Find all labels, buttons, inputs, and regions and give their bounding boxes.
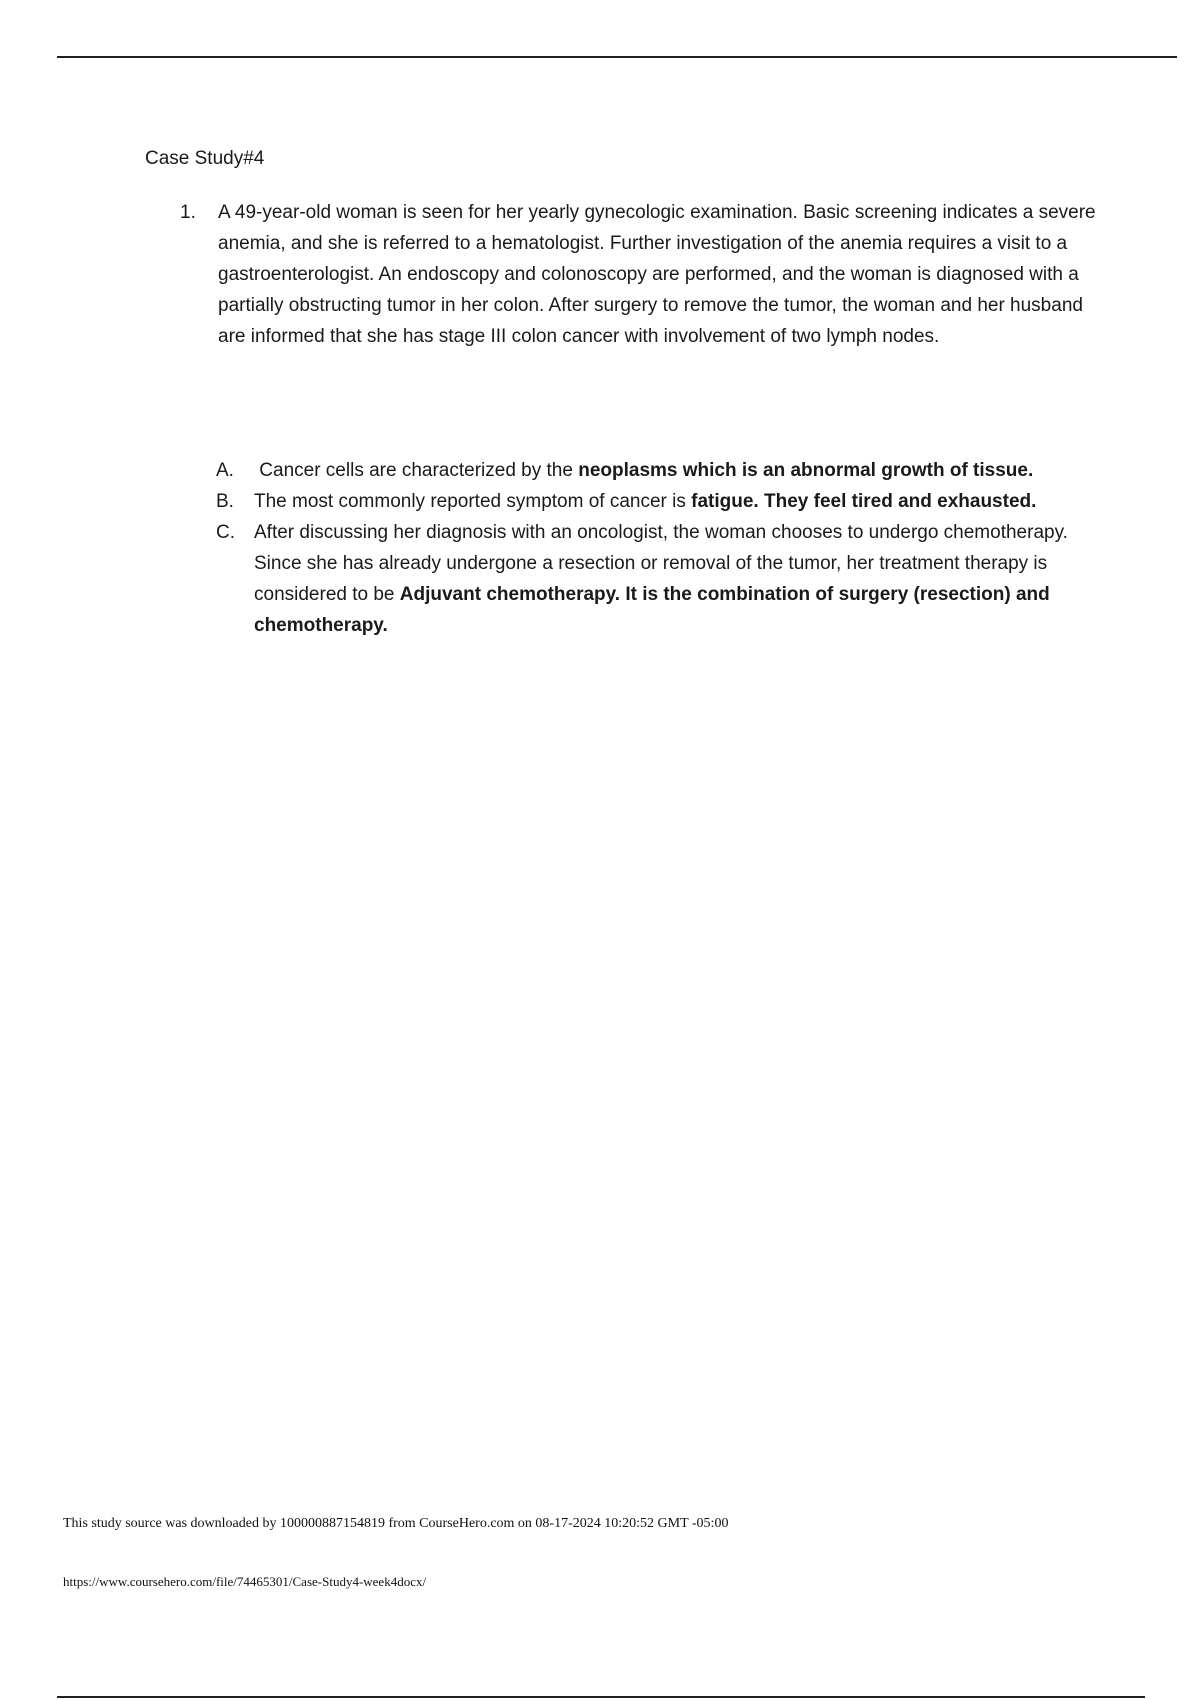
- footer-source-note: This study source was downloaded by 100000887154819 from CourseHero.com on 08-17-2024 10:20:52 GMT -05:00: [63, 1516, 729, 1531]
- answer-letter: A.: [216, 460, 234, 481]
- answer-letter: B.: [216, 491, 234, 512]
- footer-url[interactable]: https://www.coursehero.com/file/74465301/Case-Study4-week4docx/: [63, 1574, 427, 1589]
- question-text: A 49-year-old woman is seen for her yearly gynecologic examination. Basic screening indicates a severe anemia, and she is referred to a hematologist. Further investigation of the anemia requires a visit to a gastroenterologist. An endoscopy and colonoscopy are performed, and the woman is diagnosed with a partially obstructing tumor in her colon. After surgery to remove the tumor, the woman and her husband are informed that she has stage III colon cancer with involvement of two lymph nodes.: [218, 202, 1096, 347]
- answer-list: [216, 455, 1096, 641]
- answer-letter: C.: [216, 522, 235, 543]
- question-item: [180, 197, 1096, 352]
- footer-divider: [57, 1696, 1145, 1698]
- answer-text: The most commonly reported symptom of cancer is: [254, 491, 692, 512]
- document-title: Case Study#4: [145, 148, 265, 169]
- question-number: 1.: [180, 202, 196, 223]
- answer-text: Cancer cells are characterized by the: [254, 460, 579, 481]
- answer-item-c: [216, 517, 1096, 641]
- answer-bold-text: fatigue. They feel tired and exhausted.: [691, 491, 1037, 512]
- answer-text: After discussing her diagnosis with an oncologist, the woman chooses to undergo chemotherapy. Since she has already undergone a resection or removal of the tumor, her treatment therapy is considered to be: [254, 522, 1074, 605]
- answer-bold-text: Adjuvant chemotherapy. It is the combination of surgery (resection) and chemotherapy.: [254, 584, 1050, 636]
- header-divider: [57, 56, 1177, 58]
- answer-item-a: [216, 455, 1096, 486]
- answer-bold-text: neoplasms which is an abnormal growth of tissue.: [578, 460, 1034, 481]
- answer-item-b: [216, 486, 1096, 517]
